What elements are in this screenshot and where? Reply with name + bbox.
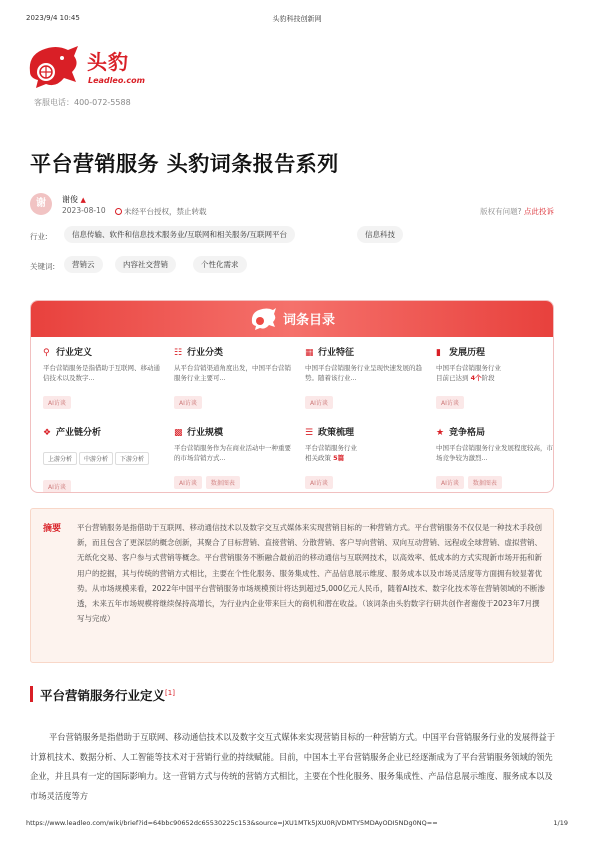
toc-item-desc-post: 阶段 [481,374,495,382]
toc-item-title: 竞争格局 [449,428,486,438]
grid-icon: ▦ [305,348,314,358]
section-body: 平台营销服务是指借助于互联网、移动通信技术以及数字交互式媒体来实现营销目标的一种营销方式。中国平台营销服务行业的发展得益于计算机技术、数据分析、人工智能等技术对于营销行业的持续赋能。目前，中国本土平台营销服务企业已经逐渐成为了平台营销服务领域的领先企业，并且具有一定的国际影响力。这一营销方式与传统的营销方式相比，主要在个性化服务、服务集成性、产品信息展示维度、服务成本以及市场灵活度等方 [30,732,556,801]
data-chart-chip[interactable]: 数据图表 [206,476,240,489]
toc-title: 词条目录 [283,313,336,328]
author-name[interactable] [62,194,86,205]
toc-item-desc-mid: 相关政策 [305,454,334,462]
toc-item-title: 行业分类 [187,348,224,358]
toc-item-scale[interactable] [174,425,292,489]
abstract-box [30,508,554,663]
search-doc-icon: ⚲ [43,348,50,358]
toc-item-title: 产业链分析 [56,428,102,438]
toc-item-competition[interactable] [436,425,554,489]
copyright-question: 版权有问题? [480,207,522,216]
print-url: https://www.leadleo.com/wiki/brief?id=64bbc90652dc65530225c153&source=JXU1MTk5JXU0RjVDMTY5MDAyODI5NDg0NQ== [26,819,438,827]
ai-interview-chip[interactable]: AI访谈 [174,476,202,489]
abstract-label: 摘要 [43,524,62,534]
reference-link[interactable]: [1] [165,688,175,697]
industry-tag[interactable]: 信息科技 [357,226,403,243]
toc-item-title: 行业规模 [187,428,224,438]
stage-chip[interactable]: 中游分析 [79,452,113,465]
publish-date: 2023-08-10 [62,206,106,215]
avatar[interactable]: 谢 [30,193,52,215]
toc-item-desc-num: 5篇 [333,454,345,462]
toc-item-features[interactable] [305,345,423,409]
toc-item-title: 政策梳理 [318,428,355,438]
toc-item-title: 发展历程 [449,348,486,358]
report-copyright [480,206,554,217]
trophy-icon: ★ [436,428,445,438]
toc-item-classification[interactable] [174,345,292,409]
page-title: 平台营销服务 头豹词条报告系列 [30,152,339,176]
author-name-text: 谢俊 [62,195,78,204]
no-entry-icon [115,208,122,215]
keyword-tag[interactable]: 内容社交营销 [115,256,176,273]
scale-icon: ▩ [174,428,183,438]
toc-item-desc: 从平台营销渠道角度出发，中国平台营销服务行业主要可... [174,364,291,382]
toc-item-desc: 中国平台营销服务行业呈现快速发展的趋势。随着该行业... [305,364,422,382]
toc-item-desc-pre: 平台营销服务行业 [305,444,357,452]
toc-item-desc-pre: 中国平台营销服务行业 [436,364,501,372]
section-title [40,686,175,704]
industry-label: 行业: [30,232,48,241]
keyword-tag[interactable]: 个性化需求 [193,256,247,273]
logo-name-cn: 头豹 [87,50,129,74]
industry-tag[interactable]: 信息传输、软件和信息技术服务业/互联网和相关服务/互联网平台 [64,226,295,243]
logo-name-en: Leadleo.com [88,76,145,85]
ai-interview-chip[interactable]: AI访谈 [43,396,71,409]
leadleo-logo[interactable] [26,42,166,94]
section-title-text: 平台营销服务行业定义 [40,688,166,703]
data-chart-chip[interactable]: 数据图表 [468,476,502,489]
toc-item-chain[interactable] [43,425,161,493]
toc-item-desc-num: 4个 [470,374,482,382]
toc-panel [30,300,554,493]
stage-chip[interactable]: 下游分析 [115,452,149,465]
toc-item-history[interactable] [436,345,554,409]
toc-item-title: 行业特征 [318,348,355,358]
toc-item-desc: 平台营销服务作为在商业活动中一种重要的市场营销方式... [174,444,291,462]
ai-interview-chip[interactable]: AI访谈 [436,396,464,409]
toc-header [31,301,553,337]
print-datetime: 2023/9/4 10:45 [26,14,80,22]
complaint-link[interactable]: 点此投诉 [524,207,554,216]
ai-interview-chip[interactable]: AI访谈 [436,476,464,489]
stage-chip[interactable]: 上游分析 [43,452,77,465]
policy-icon: ☰ [305,428,314,438]
copyright-notice [115,206,207,217]
tree-icon: ☷ [174,348,183,358]
abstract-text: 平台营销服务是指借助于互联网、移动通信技术以及数字交互式媒体来实现营销目标的一种营销方式。平台营销服务不仅仅是一种技术手段创新，而且包含了更深层的概念创新，其聚合了目标营销、直接营销、分散营销、客户导向营销、双向互动营销、远程或全球营销、虚拟营销、无纸化交易、客户参与式营销等概念。平台营销服务不断融合最前沿的移动通信与互联网技术，以高效率、低成本的方式实现新市场开拓和新用户的挖掘，其与传统的营销方式相比，主要在个性化服务、服务集成性、产品信息展示维度、服务成本以及市场灵活度等方面拥有较显著优势。从市场规模来看，2022年中国平台营销服务市场规模预计将达到超过5,000亿元人民币，随着AI技术、数字化技术等在营销领域的不断渗透，未来五年市场规模将继续保持高增长，为行业内企业带来巨大的商机和潜在收益。（该词条由头豹数字行研共创作者谢俊于2023年7月撰写与完成） [77,523,545,624]
leopard-logo-icon [249,305,277,333]
ai-interview-chip[interactable]: AI访谈 [174,396,202,409]
copyright-notice-text: 未经平台授权，禁止转载 [124,207,207,216]
section-marker [30,686,33,702]
toc-item-desc: 平台营销服务是指借助于互联网、移动通信技术以及数字... [43,364,160,382]
author-badge-icon: ▲ [80,196,86,204]
toc-item-desc-mid: 目前已达到 [436,374,471,382]
keyword-tag[interactable]: 营销云 [64,256,103,273]
page-number: 1/19 [553,819,568,827]
bars-icon: ▮ [436,348,441,358]
keywords-label: 关键词: [30,262,56,271]
toc-item-definition[interactable] [43,345,161,409]
toc-item-title: 行业定义 [56,348,93,358]
chain-icon: ❖ [43,428,52,438]
ai-interview-chip[interactable]: AI访谈 [305,476,333,489]
toc-item-desc: 中国平台营销服务行业发展程度较高，市场竞争较为激烈... [436,444,553,462]
service-phone: 客服电话：400-072-5588 [34,98,131,107]
ai-interview-chip[interactable]: AI访谈 [43,480,71,493]
print-page-title: 头豹科技创新网 [272,15,322,23]
toc-item-desc [305,443,423,463]
ai-interview-chip[interactable]: AI访谈 [305,396,333,409]
toc-item-policy[interactable] [305,425,423,489]
leopard-logo-icon [26,42,82,92]
toc-item-desc [436,363,554,383]
